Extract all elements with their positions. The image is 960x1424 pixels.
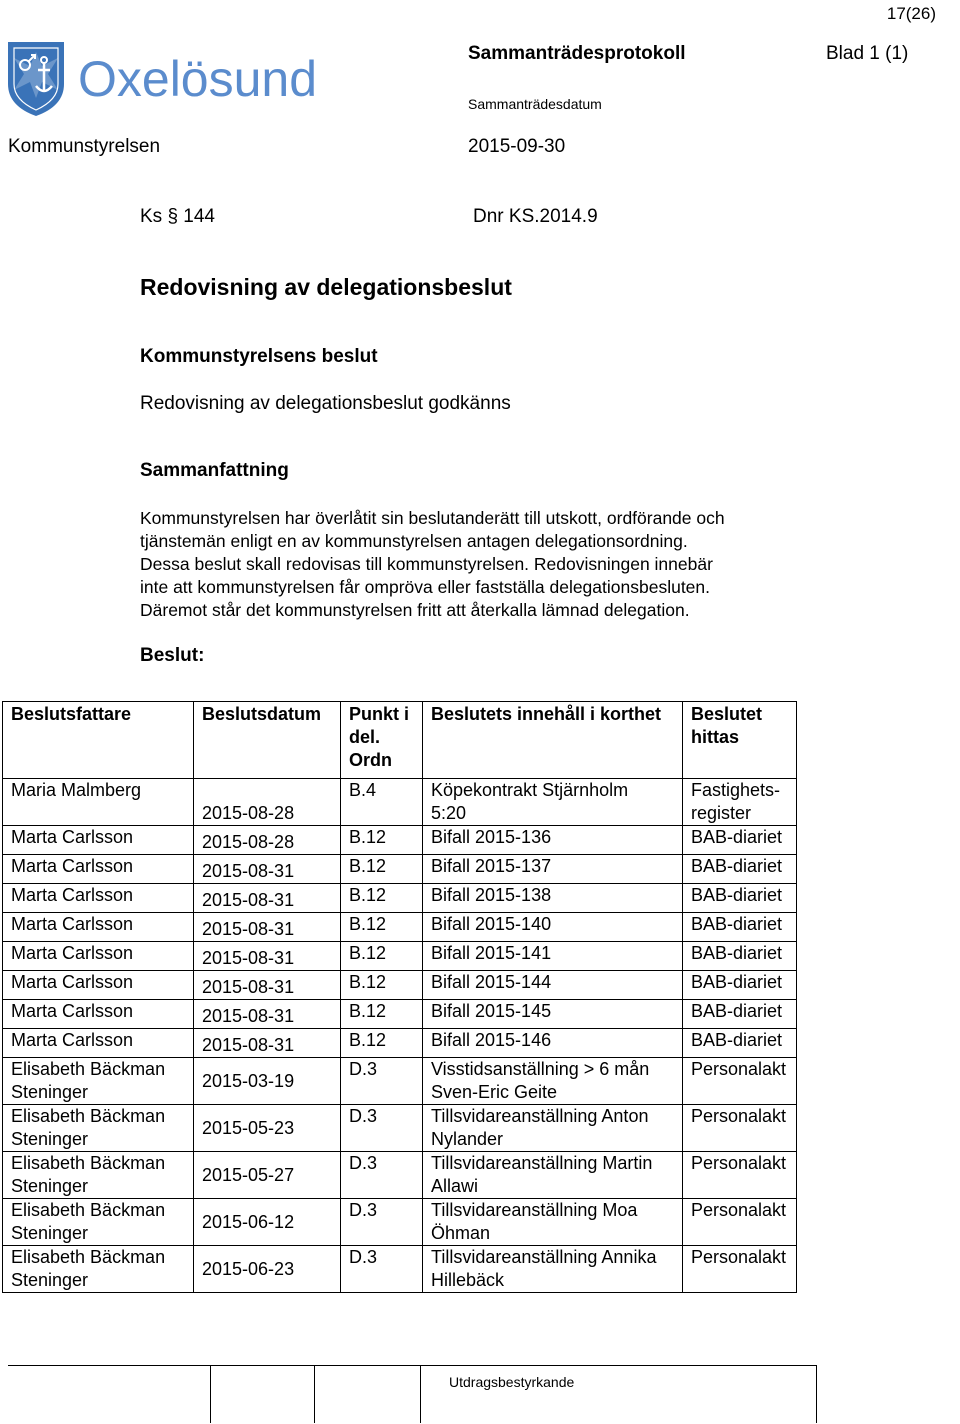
- table-header-row: [3, 702, 797, 779]
- cell-decision-location: [683, 779, 797, 826]
- cell-delegation-point-text: B.4: [349, 780, 377, 800]
- cell-decision-content-text: Bifall 2015-144: [431, 972, 552, 992]
- cell-decision-maker: [3, 779, 194, 826]
- cell-decision-maker: [3, 1152, 194, 1199]
- cell-decision-content-text: Sven-Eric Geite: [431, 1082, 558, 1102]
- cell-delegation-point: [341, 1152, 423, 1199]
- cell-decision-date: [194, 913, 341, 942]
- cell-decision-maker: [3, 1199, 194, 1246]
- cell-decision-maker-text: Elisabeth Bäckman: [11, 1059, 166, 1079]
- cell-decision-date: [194, 1152, 341, 1199]
- cell-decision-location-text: Personalakt: [691, 1059, 787, 1079]
- cell-decision-maker-text: Elisabeth Bäckman: [11, 1247, 166, 1267]
- cell-delegation-point: [341, 1199, 423, 1246]
- cell-decision-location: [683, 913, 797, 942]
- summary-paragraph: [140, 507, 840, 622]
- delegation-decisions-table: [2, 701, 797, 1293]
- cell-decision-content: [423, 1058, 683, 1105]
- cell-decision-location-text: BAB-diariet: [691, 914, 783, 934]
- cell-decision-content-text: Tillsvidareanställning Moa: [431, 1200, 638, 1220]
- page-number: 17(26): [886, 4, 936, 23]
- cell-decision-maker: [3, 1000, 194, 1029]
- cell-decision-location: [683, 1105, 797, 1152]
- column-header: Beslutet hittas: [683, 702, 797, 779]
- cell-decision-maker: [3, 1105, 194, 1152]
- certification-label: Utdragsbestyrkande: [449, 1374, 575, 1390]
- cell-decision-location-text: BAB-diariet: [691, 856, 783, 876]
- cell-decision-content: [423, 779, 683, 826]
- cell-decision-location: [683, 884, 797, 913]
- cell-decision-date-text: 2015-08-31: [202, 948, 295, 968]
- cell-decision-content-text: Bifall 2015-146: [431, 1030, 552, 1050]
- summary-line: tjänstemän enligt en av kommunstyrelsen antagen delegationsordning.: [140, 531, 688, 551]
- cell-decision-content-text: Hillebäck: [431, 1270, 505, 1290]
- cell-decision-maker: [3, 1029, 194, 1058]
- signature-box-divider: [210, 1365, 211, 1423]
- cell-decision-maker: [3, 942, 194, 971]
- cell-delegation-point-text: B.12: [349, 914, 387, 934]
- cell-delegation-point-text: B.12: [349, 827, 387, 847]
- cell-decision-content-text: Bifall 2015-140: [431, 914, 552, 934]
- cell-delegation-point-text: B.12: [349, 1001, 387, 1021]
- cell-decision-content: [423, 1246, 683, 1293]
- cell-decision-location-text: Personalakt: [691, 1200, 787, 1220]
- cell-delegation-point-text: D.3: [349, 1153, 378, 1173]
- cell-decision-date: [194, 1029, 341, 1058]
- cell-delegation-point-text: D.3: [349, 1247, 378, 1267]
- cell-decision-content: [423, 971, 683, 1000]
- cell-decision-content-text: Tillsvidareanställning Martin: [431, 1153, 653, 1173]
- cell-decision-content-text: Köpekontrakt Stjärnholm: [431, 780, 629, 800]
- table-row: [3, 884, 797, 913]
- cell-delegation-point: [341, 855, 423, 884]
- cell-decision-location-text: Fastighets-: [691, 780, 781, 800]
- footer-divider: [8, 1365, 816, 1366]
- cell-decision-date-text: 2015-08-28: [202, 803, 295, 823]
- cell-decision-maker-text: Steninger: [11, 1082, 89, 1102]
- table-row: [3, 1246, 797, 1293]
- cell-decision-location: [683, 1029, 797, 1058]
- table-row: [3, 1152, 797, 1199]
- cell-decision-maker: [3, 826, 194, 855]
- cell-decision-location-text: register: [691, 803, 752, 823]
- cell-decision-content-text: Bifall 2015-141: [431, 943, 552, 963]
- column-header: Beslutsfattare: [3, 702, 194, 779]
- cell-decision-content: [423, 1029, 683, 1058]
- cell-delegation-point: [341, 779, 423, 826]
- beslut-label: Beslut:: [140, 645, 205, 666]
- cell-decision-content-text: 5:20: [431, 803, 467, 823]
- cell-decision-location: [683, 1058, 797, 1105]
- meeting-date-label: Sammanträdesdatum: [468, 96, 602, 112]
- table-row: [3, 1029, 797, 1058]
- cell-decision-location-text: Personalakt: [691, 1247, 787, 1267]
- cell-decision-date-text: 2015-06-23: [202, 1258, 295, 1279]
- cell-delegation-point: [341, 1029, 423, 1058]
- cell-decision-location-text: BAB-diariet: [691, 885, 783, 905]
- cell-decision-location-text: Personalakt: [691, 1106, 787, 1126]
- meeting-date: 2015-09-30: [468, 136, 566, 157]
- signature-box-divider: [420, 1365, 421, 1423]
- cell-delegation-point-text: D.3: [349, 1059, 378, 1079]
- cell-decision-maker-text: Marta Carlsson: [11, 885, 134, 905]
- cell-decision-content: [423, 913, 683, 942]
- cell-decision-maker: [3, 1246, 194, 1293]
- logo-text: Oxelösund: [78, 51, 318, 107]
- table-row: [3, 1199, 797, 1246]
- cell-delegation-point-text: B.12: [349, 943, 387, 963]
- cell-decision-date-text: 2015-03-19: [202, 1070, 295, 1091]
- table-row: [3, 913, 797, 942]
- cell-decision-date-text: 2015-08-31: [202, 1006, 295, 1026]
- cell-decision-location: [683, 971, 797, 1000]
- cell-decision-content: [423, 884, 683, 913]
- cell-decision-date: [194, 826, 341, 855]
- summary-line: Kommunstyrelsen har överlåtit sin beslutanderätt till utskott, ordförande och: [140, 508, 725, 528]
- cell-delegation-point-text: B.12: [349, 972, 387, 992]
- cell-decision-maker-text: Marta Carlsson: [11, 943, 134, 963]
- cell-decision-date: [194, 855, 341, 884]
- cell-decision-maker-text: Maria Malmberg: [11, 780, 142, 800]
- cell-decision-date: [194, 1199, 341, 1246]
- cell-delegation-point-text: B.12: [349, 856, 387, 876]
- cell-decision-maker-text: Marta Carlsson: [11, 914, 134, 934]
- cell-decision-location-text: Personalakt: [691, 1153, 787, 1173]
- cell-decision-maker: [3, 971, 194, 1000]
- cell-decision-date: [194, 779, 341, 826]
- cell-decision-maker-text: Elisabeth Bäckman: [11, 1106, 166, 1126]
- cell-decision-content: [423, 1199, 683, 1246]
- cell-decision-content-text: Bifall 2015-137: [431, 856, 552, 876]
- cell-decision-content: [423, 826, 683, 855]
- cell-delegation-point-text: B.12: [349, 1030, 387, 1050]
- column-header: Beslutets innehåll i korthet: [423, 702, 683, 779]
- summary-line: Dessa beslut skall redovisas till kommunstyrelsen. Redovisningen innebär: [140, 554, 713, 574]
- cell-decision-date: [194, 884, 341, 913]
- cell-decision-content-text: Allawi: [431, 1176, 479, 1196]
- cell-delegation-point: [341, 913, 423, 942]
- cell-decision-content-text: Tillsvidareanställning Annika: [431, 1247, 657, 1267]
- cell-decision-content-text: Visstidsanställning > 6 mån: [431, 1059, 650, 1079]
- protocol-title: Sammanträdesprotokoll: [468, 43, 686, 64]
- cell-decision-maker-text: Marta Carlsson: [11, 1030, 134, 1050]
- cell-decision-location: [683, 1000, 797, 1029]
- cell-decision-content: [423, 942, 683, 971]
- cell-decision-location: [683, 942, 797, 971]
- cell-delegation-point: [341, 884, 423, 913]
- cell-decision-date-text: 2015-05-27: [202, 1164, 295, 1185]
- cell-decision-content: [423, 855, 683, 884]
- cell-delegation-point-text: D.3: [349, 1106, 378, 1126]
- table-row: [3, 1105, 797, 1152]
- cell-decision-date: [194, 1105, 341, 1152]
- summary-heading: Sammanfattning: [140, 460, 289, 481]
- cell-decision-content-text: Bifall 2015-138: [431, 885, 552, 905]
- decision-text: Redovisning av delegationsbeslut godkänns: [140, 393, 511, 414]
- page-title: Redovisning av delegationsbeslut: [140, 274, 512, 300]
- cell-decision-location: [683, 826, 797, 855]
- table-row: [3, 826, 797, 855]
- cell-decision-date-text: 2015-08-31: [202, 861, 295, 881]
- cell-decision-date: [194, 971, 341, 1000]
- sheet-number: Blad 1 (1): [826, 43, 909, 64]
- cell-decision-date-text: 2015-08-31: [202, 1035, 295, 1055]
- cell-decision-maker-text: Marta Carlsson: [11, 972, 134, 992]
- cell-decision-maker: [3, 913, 194, 942]
- cell-decision-maker-text: Steninger: [11, 1129, 89, 1149]
- summary-line: Däremot står det kommunstyrelsen fritt att återkalla lämnad delegation.: [140, 600, 690, 620]
- cell-decision-content-text: Nylander: [431, 1129, 504, 1149]
- cell-decision-location: [683, 1246, 797, 1293]
- cell-delegation-point-text: D.3: [349, 1200, 378, 1220]
- cell-decision-content-text: Tillsvidareanställning Anton: [431, 1106, 649, 1126]
- cell-decision-maker-text: Steninger: [11, 1176, 89, 1196]
- cell-delegation-point: [341, 1105, 423, 1152]
- table-row: [3, 971, 797, 1000]
- cell-decision-date: [194, 1000, 341, 1029]
- organization-name: Kommunstyrelsen: [8, 136, 161, 157]
- oxelosund-logo: [8, 40, 318, 116]
- cell-decision-date: [194, 942, 341, 971]
- cell-delegation-point: [341, 826, 423, 855]
- cell-decision-maker-text: Marta Carlsson: [11, 856, 134, 876]
- cell-decision-maker-text: Marta Carlsson: [11, 827, 134, 847]
- cell-decision-content: [423, 1105, 683, 1152]
- cell-decision-maker-text: Elisabeth Bäckman: [11, 1200, 166, 1220]
- case-number: Dnr KS.2014.9: [473, 206, 598, 227]
- cell-decision-date-text: 2015-06-12: [202, 1211, 295, 1232]
- cell-delegation-point: [341, 1246, 423, 1293]
- cell-decision-maker-text: Steninger: [11, 1223, 89, 1243]
- cell-decision-location-text: BAB-diariet: [691, 1001, 783, 1021]
- cell-decision-maker: [3, 855, 194, 884]
- cell-decision-maker-text: Elisabeth Bäckman: [11, 1153, 166, 1173]
- case-paragraph: Ks § 144: [140, 206, 215, 227]
- table-row: [3, 1058, 797, 1105]
- table-row: [3, 942, 797, 971]
- cell-decision-location-text: BAB-diariet: [691, 1030, 783, 1050]
- cell-decision-content-text: Öhman: [431, 1223, 491, 1243]
- cell-decision-content: [423, 1152, 683, 1199]
- column-header: Punkt i del. Ordn: [341, 702, 423, 779]
- signature-box-divider: [314, 1365, 315, 1423]
- table-row: [3, 1000, 797, 1029]
- cell-decision-date-text: 2015-08-31: [202, 919, 295, 939]
- cell-decision-maker-text: Marta Carlsson: [11, 1001, 134, 1021]
- decision-heading: Kommunstyrelsens beslut: [140, 346, 378, 367]
- cell-decision-content-text: Bifall 2015-136: [431, 827, 552, 847]
- summary-line: inte att kommunstyrelsen får ompröva eller fastställa delegationsbesluten.: [140, 577, 711, 597]
- cell-decision-date-text: 2015-08-31: [202, 890, 295, 910]
- cell-decision-maker-text: Steninger: [11, 1270, 89, 1290]
- cell-decision-maker: [3, 1058, 194, 1105]
- cell-delegation-point: [341, 1000, 423, 1029]
- cell-decision-location: [683, 855, 797, 884]
- table-row: [3, 779, 797, 826]
- cell-decision-location-text: BAB-diariet: [691, 827, 783, 847]
- cell-decision-maker: [3, 884, 194, 913]
- cell-decision-date: [194, 1058, 341, 1105]
- table-row: [3, 855, 797, 884]
- cell-decision-content: [423, 1000, 683, 1029]
- cell-delegation-point: [341, 1058, 423, 1105]
- cell-delegation-point: [341, 971, 423, 1000]
- cell-decision-location-text: BAB-diariet: [691, 972, 783, 992]
- cell-decision-location: [683, 1199, 797, 1246]
- column-header: Beslutsdatum: [194, 702, 341, 779]
- cell-decision-location-text: BAB-diariet: [691, 943, 783, 963]
- cell-delegation-point-text: B.12: [349, 885, 387, 905]
- cell-decision-content-text: Bifall 2015-145: [431, 1001, 552, 1021]
- cell-decision-date-text: 2015-05-23: [202, 1117, 295, 1138]
- signature-box-divider: [816, 1365, 817, 1423]
- cell-decision-date-text: 2015-08-31: [202, 977, 295, 997]
- cell-decision-date-text: 2015-08-28: [202, 832, 295, 852]
- cell-decision-date: [194, 1246, 341, 1293]
- cell-decision-location: [683, 1152, 797, 1199]
- cell-delegation-point: [341, 942, 423, 971]
